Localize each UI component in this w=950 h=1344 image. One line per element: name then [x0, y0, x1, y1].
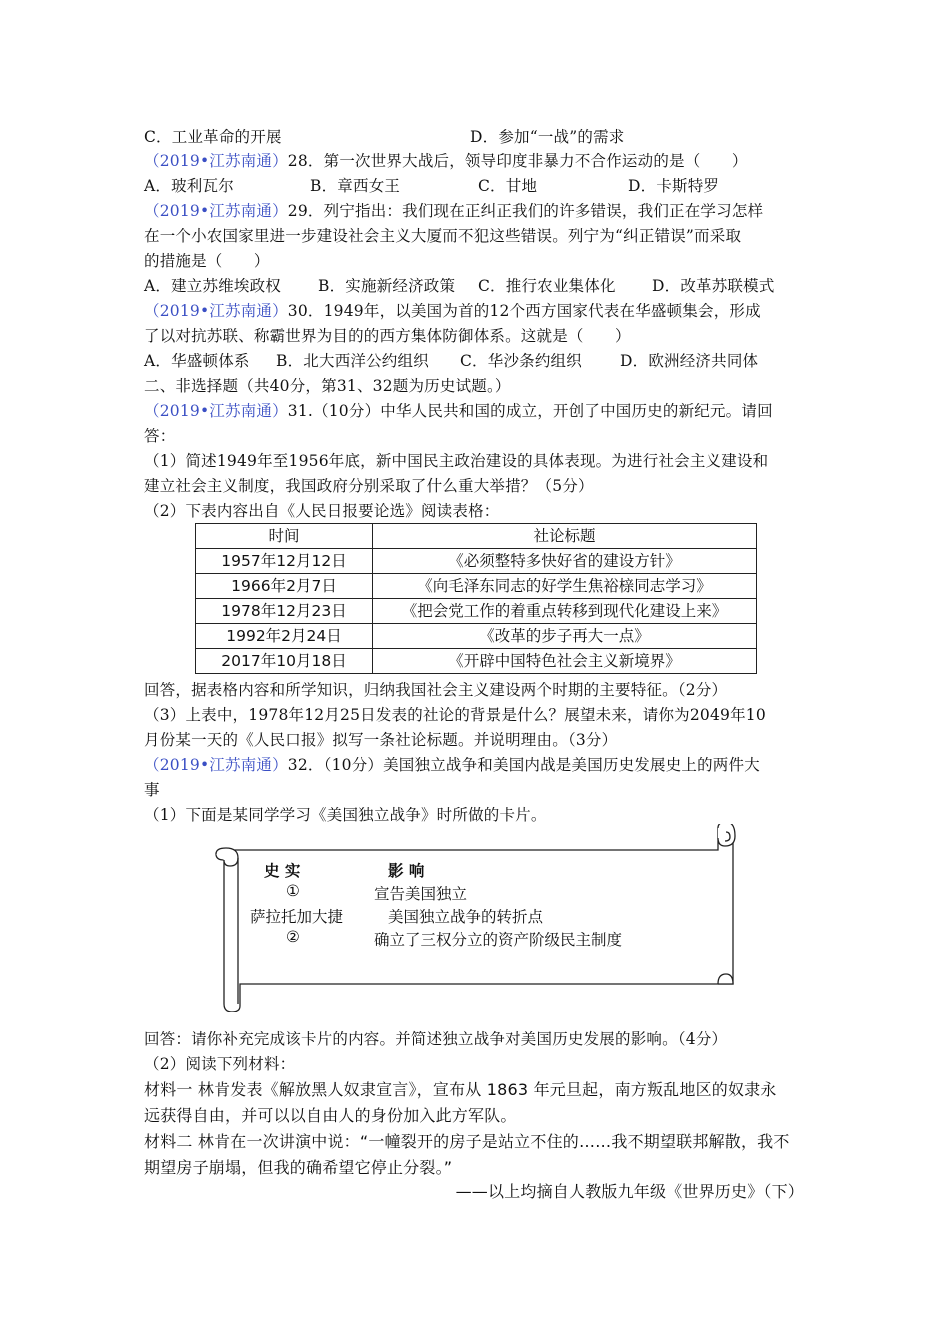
- question-text: 32．（10分）美国独立战争和美国内战是美国历史发展史上的两件大: [287, 756, 760, 774]
- option-c: C．推行农业集体化: [478, 277, 616, 295]
- option-d: D．改革苏联模式: [652, 277, 775, 295]
- card-effect-3: 确立了三权分立的资产阶级民主制度: [374, 931, 623, 949]
- option-c: C．甘地: [478, 177, 538, 195]
- option-b: B．章西女王: [310, 177, 401, 195]
- source-tag: （2019•江苏南通）: [144, 756, 288, 774]
- card-fact-3: ②: [286, 928, 300, 946]
- source-tag: （2019•江苏南通）: [144, 152, 288, 170]
- question-30: [144, 299, 814, 323]
- question-text: 28．第一次世界大战后，领导印度非暴力不合作运动的是（ ）: [287, 152, 748, 170]
- question-31: [144, 399, 814, 423]
- material-2: 材料二 林肯在一次讲演中说：“一幢裂开的房子是站立不住的……我不期望联邦解散，我不: [144, 1132, 790, 1151]
- cell-title: 《改革的步子再大一点》: [373, 624, 757, 649]
- material-source: ——以上均摘自人教版九年级《世界历史》（下）: [455, 1182, 804, 1201]
- q31-part3-line2: 月份某一天的《人民口报》拟写一条社论标题。并说明理由。（3分）: [144, 731, 618, 749]
- question-29-line3: 的措施是（ ）: [144, 252, 270, 270]
- option-b: B．北大西洋公约组织: [276, 352, 429, 370]
- q31-part3: （3）上表中，1978年12月25日发表的社论的背景是什么？展望未来，请你为2049年10: [144, 706, 766, 724]
- card-fact-2: 萨拉托加大捷: [250, 908, 344, 926]
- table-row: [196, 599, 757, 624]
- q31-answer2: 回答，据表格内容和所学知识，归纳我国社会主义建设两个时期的主要特征。（2分）: [144, 681, 728, 699]
- option-b: B．实施新经济政策: [318, 277, 456, 295]
- question-31-line2: 答：: [144, 427, 176, 445]
- table-row: [196, 624, 757, 649]
- editorial-table: [195, 523, 757, 674]
- material-1-line2: 远获得自由，并可以以自由人的身份加入此方军队。: [144, 1106, 517, 1125]
- question-text: 29．列宁指出：我们现在正纠正我们的许多错误，我们正在学习怎样: [287, 202, 764, 220]
- card-effect-2: 美国独立战争的转折点: [388, 908, 544, 926]
- question-29: [144, 199, 814, 223]
- column-header-time: 时间: [196, 524, 373, 549]
- question-text: 30．1949年，以美国为首的12个西方国家代表在华盛顿集会，形成: [287, 302, 761, 320]
- q31-part1: （1）简述1949年至1956年底，新中国民主政治建设的具体表现。为进行社会主义建设和: [144, 452, 769, 470]
- option-a: A．华盛顿体系: [144, 352, 250, 370]
- question-32: [144, 753, 814, 777]
- question-30-line2: 了以对抗苏联、称霸世界为目的的西方集体防御体系。这就是（ ）: [144, 327, 631, 345]
- source-tag: （2019•江苏南通）: [144, 402, 288, 420]
- cell-title: 《开辟中国特色社会主义新境界》: [373, 649, 757, 674]
- q32-answer1: 回答：请你补充完成该卡片的内容。并简述独立战争对美国历史发展的影响。（4分）: [144, 1030, 728, 1048]
- column-header-title: 社论标题: [373, 524, 757, 549]
- material-1: 材料一 林肯发表《解放黑人奴隶宣言》，宣布从 1863 年元旦起，南方叛乱地区的奴隶永: [144, 1080, 777, 1099]
- option-a: A．玻利瓦尔: [144, 177, 234, 195]
- cell-title: 《必须整特多快好省的建设方针》: [373, 549, 757, 574]
- cell-date: 1966年2月7日: [196, 574, 373, 599]
- q31-part1-line2: 建立社会主义制度，我国政府分别采取了什么重大举措？（5分）: [144, 477, 594, 495]
- option-d: D．欧洲经济共同体: [620, 352, 759, 370]
- card-effect-1: 宣告美国独立: [374, 885, 468, 903]
- option-c: C．华沙条约组织: [460, 352, 582, 370]
- question-32-line2: 事: [144, 781, 160, 799]
- q32-part1: （1）下面是某同学学习《美国独立战争》时所做的卡片。: [144, 806, 547, 824]
- cell-date: 1992年2月24日: [196, 624, 373, 649]
- card-header-effect: 影 响: [388, 862, 425, 880]
- table-row: [196, 649, 757, 674]
- card-header-fact: 史 实: [264, 862, 301, 880]
- option-c: C．工业革命的开展: [144, 128, 282, 146]
- q31-part2: （2）下表内容出自《人民日报要论选》阅读表格：: [144, 502, 500, 520]
- table-row: [196, 549, 757, 574]
- question-text: 31.（10分）中华人民共和国的成立，开创了中国历史的新纪元。请回: [287, 402, 773, 420]
- option-a: A．建立苏维埃政权: [144, 277, 281, 295]
- section-heading: 二、非选择题（共40分，第31、32题为历史试题。）: [144, 377, 511, 395]
- cell-date: 1957年12月12日: [196, 549, 373, 574]
- question-28: [144, 149, 814, 173]
- card-fact-1: ①: [286, 882, 300, 900]
- table-header-row: [196, 524, 757, 549]
- cell-title: 《向毛泽东同志的好学生焦裕榇同志学习》: [373, 574, 757, 599]
- question-29-line2: 在一个小农国家里进一步建设社会主义大厦而不犯这些错误。列宁为“纠正错误”而采取: [144, 227, 742, 245]
- q32-part2: （2）阅读下列材料：: [144, 1055, 296, 1073]
- cell-date: 1978年12月23日: [196, 599, 373, 624]
- cell-date: 2017年10月18日: [196, 649, 373, 674]
- scroll-card: [212, 824, 737, 1012]
- material-2-line2: 期望房子崩塌，但我的确希望它停止分裂。”: [144, 1158, 453, 1177]
- table-row: [196, 574, 757, 599]
- source-tag: （2019•江苏南通）: [144, 302, 288, 320]
- source-tag: （2019•江苏南通）: [144, 202, 288, 220]
- option-d: D．参加“一战”的需求: [470, 128, 625, 146]
- cell-title: 《把会党工作的着重点转移到现代化建设上来》: [373, 599, 757, 624]
- option-d: D．卡斯特罗: [628, 177, 720, 195]
